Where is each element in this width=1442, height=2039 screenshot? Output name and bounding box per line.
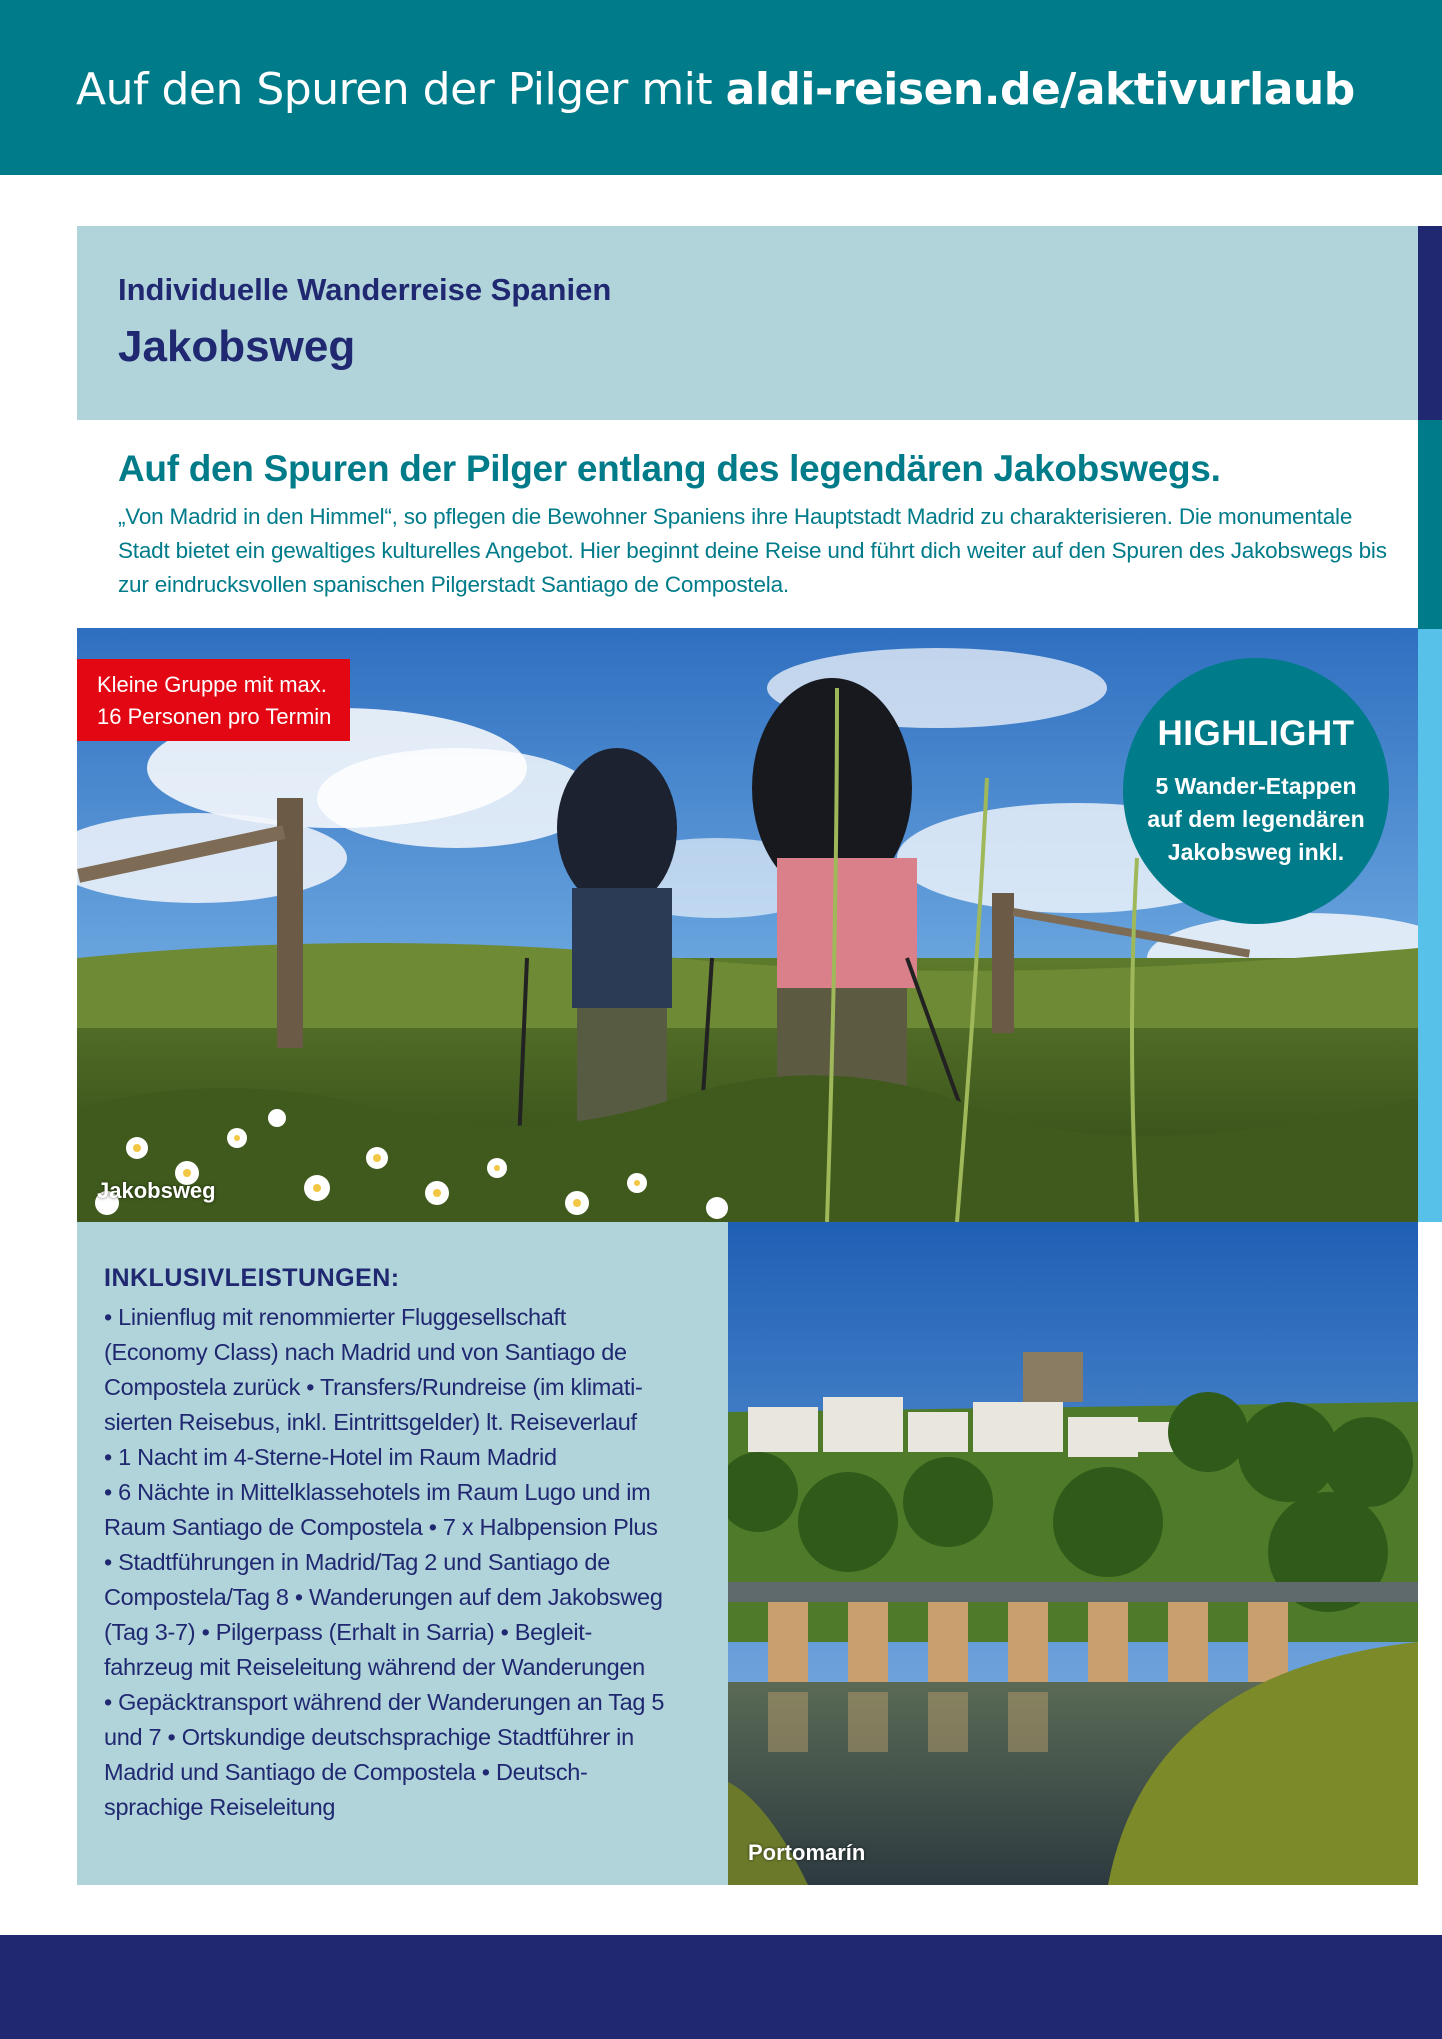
banner-prefix: Auf den Spuren der Pilger mit — [76, 64, 726, 115]
trip-title: Jakobsweg — [118, 322, 356, 371]
portomarin-photo — [728, 1222, 1418, 1885]
side-tab-dark — [1418, 226, 1442, 420]
portomarin-caption: Portomarín — [748, 1840, 866, 1865]
hero-photo — [77, 628, 1418, 1222]
group-size-badge — [77, 659, 350, 741]
bottom-bar — [0, 1935, 1442, 2039]
banner-link[interactable]: aldi-reisen.de/aktivurlaub — [725, 64, 1355, 115]
intro-headline: Auf den Spuren der Pilger entlang des legendären Jakobswegs. — [118, 448, 1221, 489]
badge-line-2: 16 Personen pro Termin — [97, 704, 332, 729]
highlight-title: HIGHLIGHT — [1157, 714, 1355, 753]
inclusions-box — [77, 1222, 728, 1885]
banner-text — [76, 64, 1355, 115]
intro-body: „Von Madrid in den Himmel“, so pflegen die Bewohner Spaniens ihre Hauptstadt Madrid zu charakterisieren. Die monumentale Stadt bietet ein gewaltiges kulturelles Angebot. Hier beginnt deine Reise und führt dich weiter auf den Spuren des Jakobswegs bis zur eindrucksvollen spanischen Pilgerstadt Santiago de Compostela. — [118, 504, 1387, 597]
badge-line-1: Kleine Gruppe mit max. — [97, 672, 327, 697]
hero-photo-caption: Jakobsweg — [97, 1178, 216, 1203]
side-tab-teal — [1418, 420, 1442, 629]
inclusions-title: INKLUSIVLEISTUNGEN: — [104, 1264, 400, 1292]
side-tab-light — [1418, 629, 1442, 1222]
inclusions-text: • Linienflug mit renommierter Fluggesellschaft (Economy Class) nach Madrid und von Santiago de Compostela zurück • Transfers/Rundreise (im klimati- sierten Reisebus, inkl. Eintrittsgelder) lt. Reiseverlauf • 1 Nacht im 4-Sterne-Hotel im Raum Madrid • 6 Nächte in Mittelklassehotels im Raum Lugo und im Raum Santiago de Compostela • 7 x Halbpension Plus • Stadtführungen in Madrid/Tag 2 und Santiago de Compostela/Tag 8 • Wanderungen auf dem Jakobsweg (Tag 3-7) • Pilgerpass (Erhalt in Sarria) • Begleit- fahrzeug mit Reiseleitung während der Wanderungen • Gepäcktransport während der Wanderungen an Tag 5 und 7 • Ortskundige deutschsprachige Stadtführer in Madrid und Santiago de Compostela • Deutsch- sprachige Reiseleitung — [104, 1304, 665, 1820]
trip-subtitle: Individuelle Wanderreise Spanien — [118, 272, 612, 307]
title-box — [77, 226, 1418, 420]
top-banner — [0, 0, 1442, 175]
bridge-town-illustration — [728, 1222, 1418, 1885]
highlight-text: 5 Wander-Etappen auf dem legendären Jakobsweg inkl. — [1147, 773, 1365, 865]
highlight-circle — [1123, 658, 1389, 924]
